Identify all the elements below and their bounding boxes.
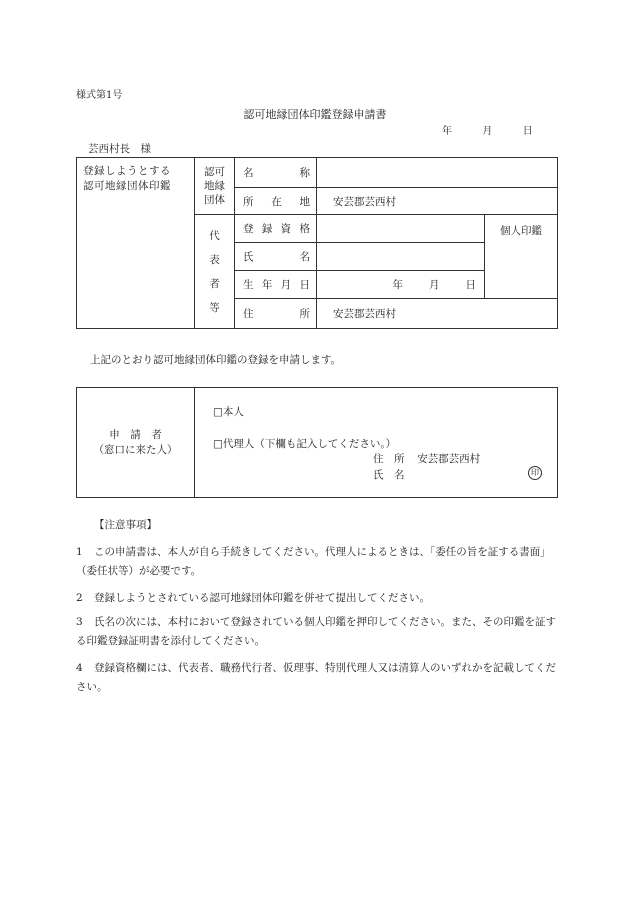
personal-seal-cell[interactable] (485, 215, 558, 299)
birthdate-day: 日 (465, 279, 476, 291)
agent-name-row (373, 467, 405, 482)
date-day-label: 日 (522, 126, 533, 137)
document-title: 認可地縁団体印鑑登録申請書 (243, 108, 387, 121)
address-label: 所 在 地 (235, 188, 317, 215)
note-item-2: 2 登録しようとされている認可地縁団体印鑑を併せて提出してください。 (76, 592, 430, 604)
addressee: 芸西村長 様 (88, 143, 151, 155)
option-agent-checkbox[interactable]: □代理人（下欄も記入してください。） (213, 438, 397, 450)
note-item-3: 3 氏名の次には、本村において登録されている個人印鑑を押印してください。また、その印鑑を証する印鑑登録証明書を添付してください。 (76, 616, 556, 647)
group-label-cell (195, 158, 235, 215)
birthdate-year: 年 (392, 279, 403, 291)
applicant-label-line1: 申 請 者 (109, 428, 162, 441)
applicant-options-cell (195, 388, 558, 498)
rep-address-field[interactable]: 安芸郡芸西村 (317, 299, 558, 329)
date-line (442, 122, 533, 137)
name-label: 名 称 (235, 158, 317, 188)
seal-label-line1: 登録しようとする (83, 165, 171, 177)
agent-name-label: 氏 名 (373, 469, 405, 481)
note-item-1: 1 この申請書は、本人が自ら手続きしてください。代理人によるときは、「委任の旨を証する書面」（委任状等）が必要です。 (76, 546, 551, 577)
birthdate-field[interactable] (317, 271, 485, 299)
date-month-label: 月 (482, 126, 493, 137)
registration-table (76, 157, 558, 329)
qualification-label: 登 録 資 格 (235, 215, 317, 243)
group-address-field[interactable]: 安芸郡芸西村 (317, 188, 558, 215)
option-self-checkbox[interactable]: □本人 (213, 406, 244, 418)
representative-label-cell: 代 表 者 等 (195, 215, 235, 329)
qualification-field[interactable] (317, 215, 485, 243)
notes-heading: 【注意事項】 (94, 519, 157, 531)
group-name-field[interactable] (317, 158, 558, 188)
date-year-label: 年 (442, 126, 452, 137)
form-number: 様式第1号 (76, 90, 123, 101)
rep-name-field[interactable] (317, 243, 485, 271)
personal-seal-label: 個人印鑑 (500, 225, 542, 237)
group-label-line1: 認可 (204, 166, 225, 178)
agent-address-value[interactable]: 安芸郡芸西村 (417, 453, 481, 465)
rep-address-label: 住 所 (235, 299, 317, 329)
applicant-table (76, 387, 558, 498)
applicant-label-line2: （窓口に来た人） (93, 443, 178, 456)
birthdate-month: 月 (429, 279, 440, 291)
group-label-line3: 団体 (204, 194, 225, 206)
agent-address-label: 住 所 (373, 453, 405, 465)
agent-address-row (373, 451, 480, 466)
note-item-4: 4 登録資格欄には、代表者、職務代行者、仮理事、特別代理人又は清算人のいずれかを記載してください。 (76, 662, 556, 693)
rep-name-label: 氏 名 (235, 243, 317, 271)
applicant-label-cell (77, 388, 195, 498)
seal-stamp-icon: 印 (528, 466, 542, 480)
seal-label-cell (77, 158, 195, 329)
seal-label-line2: 認可地縁団体印鑑 (83, 180, 171, 192)
statement: 上記のとおり認可地縁団体印鑑の登録を申請します。 (90, 354, 342, 366)
birthdate-label: 生 年 月 日 (235, 271, 317, 299)
group-label-line2: 地縁 (204, 180, 225, 192)
